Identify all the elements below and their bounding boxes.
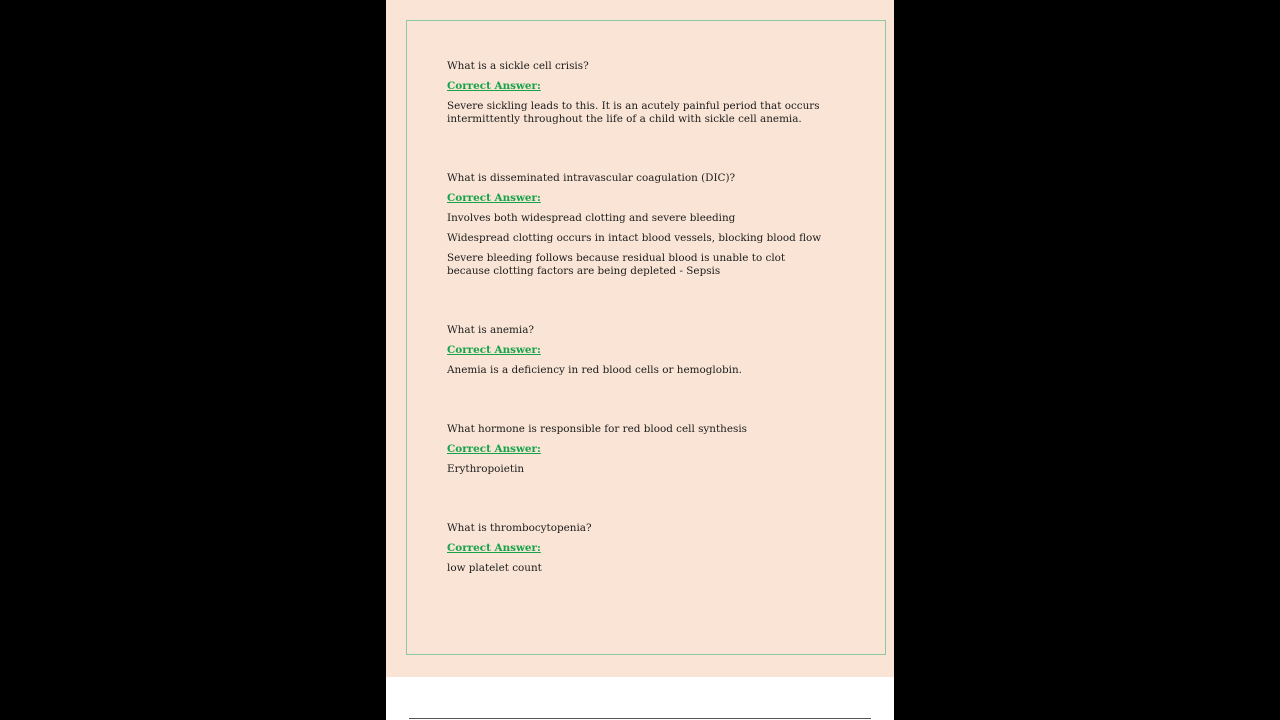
question-text: What hormone is responsible for red blood cell synthesis xyxy=(447,423,747,435)
spacer xyxy=(447,476,827,522)
spacer xyxy=(447,278,827,324)
correct-answer-label: Correct Answer: xyxy=(447,192,541,204)
answer-text: Widespread clotting occurs in intact blood vessels, blocking blood flow xyxy=(447,232,822,244)
qa-list xyxy=(447,60,827,575)
answer-text: Severe bleeding follows because residual blood is unable to clot because clotting factors are being depleted - Sepsis xyxy=(447,252,786,277)
qa-item xyxy=(447,60,827,126)
correct-answer-label: Correct Answer: xyxy=(447,80,541,92)
spacer xyxy=(447,126,827,172)
correct-answer-label: Correct Answer: xyxy=(447,443,541,455)
qa-item xyxy=(447,423,827,476)
qa-item xyxy=(447,522,827,575)
qa-item xyxy=(447,172,827,278)
answer-text: Severe sickling leads to this. It is an acutely painful period that occurs intermittently throughout the life of a child with sickle cell anemia. xyxy=(447,100,820,125)
answer-text: Anemia is a deficiency in red blood cells or hemoglobin. xyxy=(447,364,742,376)
answer-text: Erythropoietin xyxy=(447,463,525,475)
correct-answer-label: Correct Answer: xyxy=(447,542,541,554)
answer-text: low platelet count xyxy=(447,562,542,574)
page-rule xyxy=(409,718,871,719)
question-text: What is disseminated intravascular coagulation (DIC)? xyxy=(447,172,736,184)
qa-item xyxy=(447,324,827,377)
answer-text: Involves both widespread clotting and severe bleeding xyxy=(447,212,736,224)
question-text: What is anemia? xyxy=(447,324,534,336)
document-page xyxy=(386,0,894,677)
correct-answer-label: Correct Answer: xyxy=(447,344,541,356)
spacer xyxy=(447,377,827,423)
question-text: What is a sickle cell crisis? xyxy=(447,60,589,72)
next-document-page xyxy=(386,677,894,720)
question-text: What is thrombocytopenia? xyxy=(447,522,592,534)
